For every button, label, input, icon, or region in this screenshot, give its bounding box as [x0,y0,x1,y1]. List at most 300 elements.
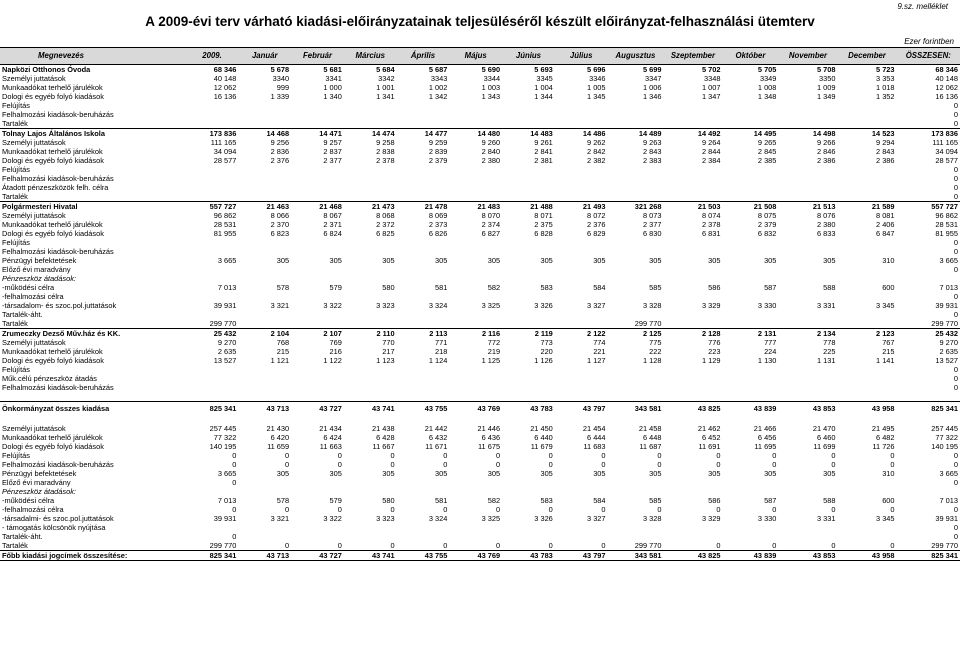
table-cell [238,392,291,402]
table-cell: 5 705 [757,65,777,74]
table-cell: 5 702 [702,65,721,74]
table-cell [555,183,608,192]
table-cell [663,274,722,283]
table-cell: 0 [548,451,553,460]
table-row [0,496,960,505]
table-cell: 14 483 [502,129,555,139]
table-cell: 1 004 [534,83,553,92]
table-cell: 16 136 [935,92,958,101]
table-cell [397,183,450,192]
table-cell: 43 958 [837,551,896,561]
table-cell: 81 955 [935,229,958,238]
header-month: Január [238,48,291,65]
table-cell: 21 470 [812,424,836,433]
table-cell: 140 195 [931,442,958,451]
table-cell [291,365,344,374]
table-cell: 21 434 [319,424,342,433]
table-cell [663,101,722,110]
table-cell [291,523,344,532]
table-cell: 771 [434,338,448,347]
table-cell: 9 270 [939,338,958,347]
table-cell [344,165,397,174]
table-cell: 9 294 [876,138,895,147]
table-cell: 0 [831,505,836,514]
table-cell [723,238,779,247]
row-label: Pénzügyi befektetések [2,256,77,265]
table-cell: 582 [487,496,501,505]
table-cell [397,292,450,301]
table-cell [723,374,779,383]
table-cell [186,183,239,192]
table-cell [397,119,450,129]
table-cell: 5 708 [816,65,836,74]
table-cell [663,523,722,532]
table-cell: 305 [540,256,553,265]
table-cell: 2 839 [428,147,448,156]
table-cell: 28 577 [213,156,237,165]
table-cell [778,110,837,119]
table-cell: 0 [953,532,958,541]
table-cell: 769 [329,338,342,347]
table-cell [238,310,291,319]
institution-row [0,65,960,75]
table-cell [291,247,344,256]
table-cell: 220 [540,347,553,356]
table-cell [291,174,344,183]
table-cell: 68 346 [935,65,958,74]
table-cell: 28 531 [213,220,237,229]
table-cell: 9 266 [816,138,836,147]
row-label: Felhalmozási kiadások-beruházás [2,247,114,256]
table-cell [502,183,555,192]
table-cell: 587 [764,283,777,292]
table-cell: 9 264 [702,138,721,147]
table-cell: 8 069 [428,211,448,220]
table-cell [238,119,291,129]
table-cell: 3 330 [757,301,777,310]
table-cell: 0 [953,523,958,532]
table-cell [555,365,608,374]
table-cell: 14 486 [555,129,608,139]
table-cell [608,274,664,283]
table-cell: 2 842 [587,147,606,156]
table-cell: 299 770 [634,541,662,550]
table-cell [344,392,397,402]
table-cell [778,119,837,129]
table-cell: 578 [276,283,290,292]
table-cell: 585 [649,496,662,505]
table-cell [502,110,555,119]
table-cell: 588 [823,283,836,292]
table-cell: 3 665 [939,256,958,265]
table-cell: 2 379 [757,220,777,229]
table-cell [778,415,837,424]
table-row [0,265,960,274]
table-cell [449,319,502,329]
table-cell: 39 931 [213,514,237,523]
table-cell [608,532,664,541]
table-cell: 43 958 [837,402,896,416]
table-cell: 5 699 [642,65,662,74]
table-cell [723,383,779,392]
table-cell [291,487,344,496]
table-cell: 584 [593,496,606,505]
table-cell: 21 462 [697,424,721,433]
table-cell [186,101,239,110]
table-cell: 299 770 [209,541,237,550]
row-label: -működési célra [2,496,55,505]
table-cell: 257 445 [931,424,958,433]
table-cell [608,523,664,532]
row-label [0,415,186,424]
table-cell: 43 783 [502,402,555,416]
table-cell: 9 256 [270,138,290,147]
table-cell [778,192,837,202]
table-cell [608,101,664,110]
table-cell [837,265,896,274]
table-cell [837,183,896,192]
table-cell: 2 116 [449,329,502,339]
table-cell [723,174,779,183]
table-cell [663,165,722,174]
table-cell: 583 [540,496,553,505]
table-cell [663,265,722,274]
table-cell: 2 836 [270,147,290,156]
table-cell [397,165,450,174]
table-cell [555,165,608,174]
row-label: - támogatás kölcsönök nyújtása [2,523,106,532]
table-row [0,101,960,110]
table-cell [723,310,779,319]
row-label: Előző évi maradvány [2,265,71,274]
table-cell [608,383,664,392]
table-cell [778,478,837,487]
table-cell: 6 482 [876,433,895,442]
table-cell [778,183,837,192]
table-cell [555,532,608,541]
table-cell: 3343 [430,74,448,83]
table-cell [502,192,555,202]
table-cell: 14 523 [837,129,896,139]
table-cell [238,174,291,183]
header-month: November [778,48,837,65]
table-cell [608,110,664,119]
table-cell [778,310,837,319]
table-cell: 3 322 [323,514,342,523]
table-row [0,165,960,174]
table-cell [291,110,344,119]
table-cell [344,523,397,532]
table-cell [723,265,779,274]
table-cell: 0 [390,505,395,514]
table-cell [397,478,450,487]
table-cell: 2 635 [939,347,958,356]
table-cell [723,119,779,129]
table-cell: 8 081 [876,211,895,220]
table-cell [778,274,837,283]
table-cell: 305 [823,469,836,478]
row-label: Pénzeszköz átadások: [2,274,76,283]
table-cell: 0 [443,460,448,469]
table-cell [186,274,239,283]
table-cell: 5 684 [376,65,395,74]
row-label: Napközi Otthonos Óvoda [2,65,91,74]
table-cell [778,487,837,496]
table-cell: 5 690 [481,65,501,74]
spacer-row [0,415,960,424]
table-cell: 2 385 [757,156,777,165]
table-cell [397,383,450,392]
table-cell: 586 [708,496,721,505]
table-cell: 0 [495,460,501,469]
table-cell: 5 678 [270,65,290,74]
table-cell [555,119,608,129]
table-cell: 777 [764,338,777,347]
table-cell [663,183,722,192]
table-cell: 2 375 [534,220,553,229]
row-label: Műk.célú pénzeszköz átadás [2,374,97,383]
table-cell [778,165,837,174]
row-label: -társadalmi- és szoc.pol.juttatások [2,514,114,523]
table-cell [449,174,502,183]
table-cell: 140 195 [209,442,237,451]
table-cell: 43 755 [397,551,450,561]
table-cell: 68 346 [213,65,237,74]
table-cell [663,319,722,329]
table-cell [238,365,291,374]
table-cell: 305 [593,469,606,478]
table-cell: 0 [953,119,958,128]
table-cell: 0 [953,374,958,383]
table-cell: 5 723 [876,65,895,74]
table-cell: 12 062 [213,83,237,92]
table-cell [397,274,450,283]
table-cell [291,165,344,174]
table-cell [723,292,779,301]
table-cell: 43 825 [663,402,722,416]
table-cell: 21 430 [266,424,290,433]
table-cell: 111 165 [210,138,237,147]
table-cell [238,274,291,283]
table-cell: 0 [831,460,836,469]
table-cell: 3 326 [534,301,553,310]
table-cell: 0 [953,165,958,174]
table-cell [837,101,896,110]
table-cell: 579 [329,283,342,292]
table-cell: 1 126 [534,356,553,365]
table-cell [555,274,608,283]
table-cell: 2 383 [642,156,662,165]
table-cell: 8 071 [534,211,553,220]
table-cell: 6 830 [642,229,662,238]
table-cell: 6 823 [270,229,290,238]
institution-row [0,129,960,139]
table-cell: 3349 [759,74,777,83]
table-cell [449,478,502,487]
header-month: Június [502,48,555,65]
table-cell: 6 833 [816,229,836,238]
table-cell: 0 [657,505,662,514]
table-cell: 0 [443,541,448,550]
table-cell: 6 436 [481,433,501,442]
table-row [0,356,960,365]
table-cell: 2 384 [702,156,721,165]
table-cell [663,174,722,183]
table-cell: 1 129 [702,356,721,365]
table-cell: 6 440 [534,433,553,442]
table-cell: 0 [831,541,836,550]
table-cell: 305 [329,256,342,265]
table-cell: 2 374 [481,220,501,229]
table-cell: 0 [953,238,958,247]
table-cell: 2 372 [376,220,395,229]
table-cell [502,274,555,283]
table-cell [397,374,450,383]
row-label: Dologi és egyéb folyó kiadások [2,442,104,451]
table-cell: 216 [329,347,342,356]
table-cell: 28 531 [935,220,958,229]
table-cell: 0 [890,505,895,514]
table-cell: 43 797 [555,551,608,561]
table-cell [344,319,397,329]
table-cell [186,165,239,174]
table-cell: 21 454 [582,424,606,433]
table-cell [291,292,344,301]
header-month: Szeptember [663,48,722,65]
header-total: ÖSSZESEN: [897,48,960,65]
table-cell: 305 [276,256,290,265]
table-cell: 0 [390,451,395,460]
table-cell: 9 261 [534,138,553,147]
table-cell: 2 386 [816,156,836,165]
table-cell: 580 [382,496,395,505]
table-cell [502,292,555,301]
table-cell: 6 825 [376,229,395,238]
table-cell [555,392,608,402]
table-cell: 5 693 [534,65,553,74]
table-cell: 1 130 [757,356,777,365]
table-cell [555,319,608,329]
table-cell: 43 755 [397,402,450,416]
table-cell [449,192,502,202]
table-cell [837,292,896,301]
table-cell: 6 424 [323,433,342,442]
table-cell: 21 466 [753,424,777,433]
table-cell [723,247,779,256]
table-cell [397,319,450,329]
table-cell: 0 [657,451,662,460]
table-cell: 5 696 [587,65,606,74]
table-cell: 0 [953,505,958,514]
table-cell: 0 [716,541,721,550]
table-cell [449,292,502,301]
table-cell: 2 134 [778,329,837,339]
table-cell [555,174,608,183]
table-cell: 6 460 [816,433,836,442]
table-cell [555,247,608,256]
table-cell: 3342 [378,74,395,83]
table-cell [608,487,664,496]
table-cell: 3 665 [217,256,237,265]
table-cell: 3 345 [876,514,895,523]
table-cell [238,383,291,392]
table-cell [344,487,397,496]
table-cell: 579 [329,496,342,505]
table-cell: 43 783 [502,551,555,561]
table-cell [186,292,239,301]
table-cell: 7 013 [939,496,958,505]
table-cell: 0 [601,460,606,469]
table-cell: 310 [882,469,895,478]
table-cell [344,110,397,119]
table-cell [608,238,664,247]
table-cell: 600 [882,496,895,505]
table-cell [291,319,344,329]
table-cell: 0 [890,460,895,469]
row-label: Pénzügyi befektetések [2,469,77,478]
table-cell: 43 713 [238,551,291,561]
table-cell: 11 695 [754,442,777,451]
table-cell: 43 727 [291,551,344,561]
table-cell: 1 018 [876,83,895,92]
table-cell [238,238,291,247]
table-cell [663,110,722,119]
table-cell: 25 432 [897,329,960,339]
table-cell: 8 066 [270,211,290,220]
table-cell: 43 741 [344,402,397,416]
table-cell: 2 844 [702,147,721,156]
row-label: Átadott pénzeszközök felh. célra [2,183,109,192]
row-label: -felhalmozási célra [2,505,64,514]
table-cell: 11 675 [478,442,501,451]
row-label: Főbb kiadási jogcímek összesítése: [0,551,186,561]
table-cell [897,274,960,283]
table-cell: 0 [232,505,237,514]
table-cell [291,383,344,392]
table-cell: 14 474 [344,129,397,139]
table-cell [449,265,502,274]
table-cell [238,165,291,174]
table-cell [502,174,555,183]
table-cell [723,415,779,424]
table-cell: 299 770 [931,319,958,328]
table-cell: 1 341 [376,92,395,101]
table-cell [663,292,722,301]
table-cell: 12 062 [935,83,958,92]
table-cell: 39 931 [213,301,237,310]
table-cell: 3 665 [939,469,958,478]
table-cell: 1 001 [376,83,395,92]
table-cell: 3 322 [323,301,342,310]
table-cell: 0 [953,310,958,319]
table-cell: 0 [953,478,958,487]
table-cell: 305 [540,469,553,478]
table-cell: 1 343 [481,92,501,101]
table-row [0,174,960,183]
table-row [0,442,960,451]
table-cell: 1 347 [702,92,721,101]
table-cell: 25 432 [186,329,239,339]
table-cell: 2 110 [344,329,397,339]
table-cell: 1 346 [642,92,662,101]
table-cell [778,532,837,541]
table-cell [449,392,502,402]
table-cell: 9 259 [428,138,448,147]
table-cell [663,119,722,129]
table-cell: 0 [285,451,290,460]
header-month: Augusztus [608,48,664,65]
row-label: Munkaadókat terhelő járulékok [2,347,103,356]
